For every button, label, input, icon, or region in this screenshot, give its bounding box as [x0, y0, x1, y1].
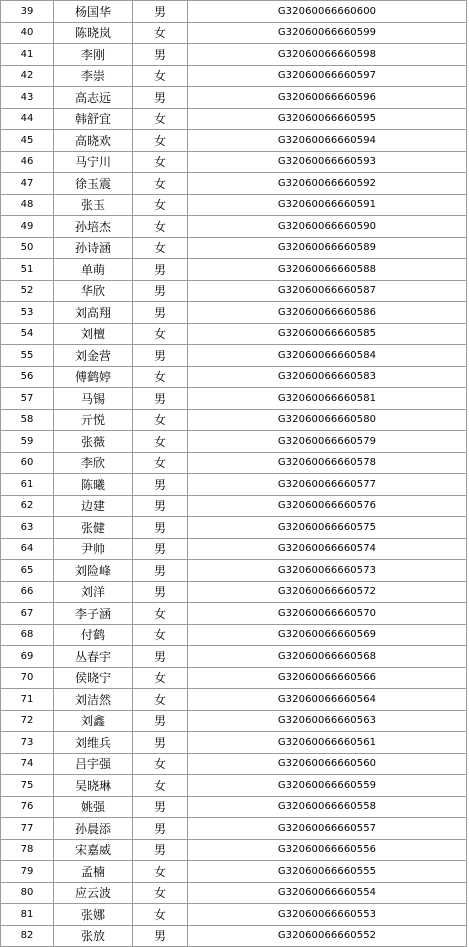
gender-cell: 男	[133, 474, 188, 496]
certificate-id-cell: G32060066660600	[188, 1, 467, 23]
certificate-id-cell: G32060066660569	[188, 624, 467, 646]
certificate-id-cell: G32060066660572	[188, 581, 467, 603]
certificate-id-cell: G32060066660575	[188, 517, 467, 539]
table-row	[1, 581, 467, 603]
row-number-cell: 50	[1, 237, 54, 259]
row-number-cell: 51	[1, 259, 54, 281]
row-number-cell: 64	[1, 538, 54, 560]
person-name-cell: 刘高翔	[54, 302, 133, 324]
certificate-id-cell: G32060066660553	[188, 904, 467, 926]
person-name-cell: 吴晓琳	[54, 775, 133, 797]
gender-cell: 男	[133, 710, 188, 732]
certificate-id-cell: G32060066660578	[188, 452, 467, 474]
roster-table-body	[1, 1, 467, 947]
table-row	[1, 495, 467, 517]
certificate-id-cell: G32060066660588	[188, 259, 467, 281]
gender-cell: 男	[133, 517, 188, 539]
gender-cell: 男	[133, 646, 188, 668]
person-name-cell: 陈晓岚	[54, 22, 133, 44]
certificate-id-cell: G32060066660564	[188, 689, 467, 711]
row-number-cell: 77	[1, 818, 54, 840]
person-name-cell: 张薇	[54, 431, 133, 453]
table-row	[1, 646, 467, 668]
gender-cell: 女	[133, 409, 188, 431]
row-number-cell: 41	[1, 44, 54, 66]
table-row	[1, 753, 467, 775]
certificate-id-cell: G32060066660576	[188, 495, 467, 517]
person-name-cell: 张玉	[54, 194, 133, 216]
person-name-cell: 侯晓宁	[54, 667, 133, 689]
row-number-cell: 74	[1, 753, 54, 775]
gender-cell: 女	[133, 216, 188, 238]
person-name-cell: 徐玉震	[54, 173, 133, 195]
certificate-id-cell: G32060066660558	[188, 796, 467, 818]
gender-cell: 男	[133, 495, 188, 517]
table-row	[1, 882, 467, 904]
row-number-cell: 49	[1, 216, 54, 238]
row-number-cell: 40	[1, 22, 54, 44]
row-number-cell: 53	[1, 302, 54, 324]
person-name-cell: 刘洁然	[54, 689, 133, 711]
row-number-cell: 60	[1, 452, 54, 474]
table-row	[1, 925, 467, 947]
gender-cell: 男	[133, 581, 188, 603]
table-row	[1, 237, 467, 259]
gender-cell: 男	[133, 388, 188, 410]
row-number-cell: 56	[1, 366, 54, 388]
table-row	[1, 904, 467, 926]
person-name-cell: 华欣	[54, 280, 133, 302]
certificate-id-cell: G32060066660556	[188, 839, 467, 861]
person-name-cell: 尹帅	[54, 538, 133, 560]
gender-cell: 女	[133, 194, 188, 216]
certificate-id-cell: G32060066660587	[188, 280, 467, 302]
table-row	[1, 431, 467, 453]
row-number-cell: 57	[1, 388, 54, 410]
row-number-cell: 78	[1, 839, 54, 861]
person-name-cell: 马锡	[54, 388, 133, 410]
person-name-cell: 孙诗涵	[54, 237, 133, 259]
row-number-cell: 48	[1, 194, 54, 216]
certificate-id-cell: G32060066660589	[188, 237, 467, 259]
person-name-cell: 李子涵	[54, 603, 133, 625]
row-number-cell: 81	[1, 904, 54, 926]
table-row	[1, 775, 467, 797]
gender-cell: 男	[133, 280, 188, 302]
table-row	[1, 839, 467, 861]
gender-cell: 女	[133, 667, 188, 689]
person-name-cell: 傅鹤婷	[54, 366, 133, 388]
table-row	[1, 259, 467, 281]
row-number-cell: 54	[1, 323, 54, 345]
person-name-cell: 高志远	[54, 87, 133, 109]
row-number-cell: 75	[1, 775, 54, 797]
table-row	[1, 22, 467, 44]
row-number-cell: 82	[1, 925, 54, 947]
certificate-id-cell: G32060066660596	[188, 87, 467, 109]
table-row	[1, 194, 467, 216]
gender-cell: 男	[133, 925, 188, 947]
row-number-cell: 63	[1, 517, 54, 539]
certificate-id-cell: G32060066660599	[188, 22, 467, 44]
person-name-cell: 姚强	[54, 796, 133, 818]
table-row	[1, 44, 467, 66]
table-row	[1, 603, 467, 625]
certificate-id-cell: G32060066660557	[188, 818, 467, 840]
certificate-id-cell: G32060066660581	[188, 388, 467, 410]
row-number-cell: 45	[1, 130, 54, 152]
row-number-cell: 73	[1, 732, 54, 754]
gender-cell: 女	[133, 753, 188, 775]
table-row	[1, 366, 467, 388]
person-name-cell: 孙晨添	[54, 818, 133, 840]
person-name-cell: 孙培杰	[54, 216, 133, 238]
certificate-id-cell: G32060066660594	[188, 130, 467, 152]
gender-cell: 女	[133, 65, 188, 87]
person-name-cell: 张放	[54, 925, 133, 947]
row-number-cell: 69	[1, 646, 54, 668]
gender-cell: 男	[133, 302, 188, 324]
row-number-cell: 43	[1, 87, 54, 109]
row-number-cell: 72	[1, 710, 54, 732]
table-row	[1, 689, 467, 711]
table-row	[1, 151, 467, 173]
person-name-cell: 刘金营	[54, 345, 133, 367]
certificate-id-cell: G32060066660566	[188, 667, 467, 689]
table-row	[1, 667, 467, 689]
gender-cell: 女	[133, 603, 188, 625]
certificate-id-cell: G32060066660580	[188, 409, 467, 431]
person-name-cell: 杨国华	[54, 1, 133, 23]
table-row	[1, 280, 467, 302]
certificate-id-cell: G32060066660552	[188, 925, 467, 947]
row-number-cell: 79	[1, 861, 54, 883]
certificate-id-cell: G32060066660561	[188, 732, 467, 754]
row-number-cell: 59	[1, 431, 54, 453]
gender-cell: 男	[133, 1, 188, 23]
gender-cell: 男	[133, 796, 188, 818]
gender-cell: 男	[133, 818, 188, 840]
row-number-cell: 58	[1, 409, 54, 431]
person-name-cell: 边建	[54, 495, 133, 517]
certificate-id-cell: G32060066660568	[188, 646, 467, 668]
row-number-cell: 42	[1, 65, 54, 87]
row-number-cell: 47	[1, 173, 54, 195]
table-row	[1, 560, 467, 582]
row-number-cell: 39	[1, 1, 54, 23]
gender-cell: 女	[133, 882, 188, 904]
table-row	[1, 796, 467, 818]
person-name-cell: 李刚	[54, 44, 133, 66]
certificate-id-cell: G32060066660583	[188, 366, 467, 388]
row-number-cell: 71	[1, 689, 54, 711]
certificate-id-cell: G32060066660574	[188, 538, 467, 560]
table-row	[1, 108, 467, 130]
gender-cell: 男	[133, 839, 188, 861]
gender-cell: 男	[133, 345, 188, 367]
gender-cell: 男	[133, 44, 188, 66]
gender-cell: 男	[133, 560, 188, 582]
gender-cell: 男	[133, 538, 188, 560]
table-row	[1, 65, 467, 87]
person-name-cell: 陈曦	[54, 474, 133, 496]
person-name-cell: 刘洋	[54, 581, 133, 603]
certificate-id-cell: G32060066660591	[188, 194, 467, 216]
gender-cell: 女	[133, 775, 188, 797]
person-name-cell: 高晓欢	[54, 130, 133, 152]
gender-cell: 女	[133, 22, 188, 44]
person-name-cell: 丛春宇	[54, 646, 133, 668]
row-number-cell: 70	[1, 667, 54, 689]
table-row	[1, 732, 467, 754]
table-row	[1, 302, 467, 324]
person-name-cell: 刘险峰	[54, 560, 133, 582]
person-name-cell: 孟楠	[54, 861, 133, 883]
person-name-cell: 韩舒宜	[54, 108, 133, 130]
table-row	[1, 474, 467, 496]
person-name-cell: 李欣	[54, 452, 133, 474]
person-name-cell: 单萌	[54, 259, 133, 281]
person-name-cell: 马宁川	[54, 151, 133, 173]
row-number-cell: 80	[1, 882, 54, 904]
row-number-cell: 55	[1, 345, 54, 367]
table-row	[1, 517, 467, 539]
row-number-cell: 76	[1, 796, 54, 818]
person-name-cell: 刘鑫	[54, 710, 133, 732]
table-row	[1, 130, 467, 152]
person-name-cell: 宋嘉威	[54, 839, 133, 861]
table-row	[1, 216, 467, 238]
person-name-cell: 付鹤	[54, 624, 133, 646]
certificate-id-cell: G32060066660577	[188, 474, 467, 496]
row-number-cell: 46	[1, 151, 54, 173]
gender-cell: 女	[133, 689, 188, 711]
table-row	[1, 1, 467, 23]
person-name-cell: 吕宇强	[54, 753, 133, 775]
table-row	[1, 818, 467, 840]
person-name-cell: 亓悦	[54, 409, 133, 431]
gender-cell: 女	[133, 108, 188, 130]
table-row	[1, 538, 467, 560]
row-number-cell: 62	[1, 495, 54, 517]
table-row	[1, 409, 467, 431]
certificate-id-cell: G32060066660593	[188, 151, 467, 173]
row-number-cell: 65	[1, 560, 54, 582]
certificate-id-cell: G32060066660585	[188, 323, 467, 345]
gender-cell: 女	[133, 431, 188, 453]
table-row	[1, 710, 467, 732]
table-row	[1, 624, 467, 646]
certificate-id-cell: G32060066660586	[188, 302, 467, 324]
person-name-cell: 刘维兵	[54, 732, 133, 754]
gender-cell: 女	[133, 861, 188, 883]
certificate-id-cell: G32060066660559	[188, 775, 467, 797]
row-number-cell: 52	[1, 280, 54, 302]
certificate-id-cell: G32060066660560	[188, 753, 467, 775]
certificate-id-cell: G32060066660573	[188, 560, 467, 582]
row-number-cell: 61	[1, 474, 54, 496]
gender-cell: 女	[133, 624, 188, 646]
certificate-id-cell: G32060066660584	[188, 345, 467, 367]
person-name-cell: 李崇	[54, 65, 133, 87]
table-row	[1, 388, 467, 410]
table-row	[1, 323, 467, 345]
gender-cell: 女	[133, 323, 188, 345]
certificate-id-cell: G32060066660563	[188, 710, 467, 732]
person-name-cell: 张娜	[54, 904, 133, 926]
row-number-cell: 44	[1, 108, 54, 130]
table-row	[1, 87, 467, 109]
table-row	[1, 173, 467, 195]
table-row	[1, 345, 467, 367]
gender-cell: 女	[133, 904, 188, 926]
gender-cell: 女	[133, 173, 188, 195]
certificate-id-cell: G32060066660597	[188, 65, 467, 87]
certificate-id-cell: G32060066660555	[188, 861, 467, 883]
row-number-cell: 66	[1, 581, 54, 603]
table-row	[1, 861, 467, 883]
gender-cell: 女	[133, 452, 188, 474]
certificate-id-cell: G32060066660590	[188, 216, 467, 238]
certificate-id-cell: G32060066660554	[188, 882, 467, 904]
gender-cell: 女	[133, 130, 188, 152]
gender-cell: 男	[133, 732, 188, 754]
certificate-id-cell: G32060066660598	[188, 44, 467, 66]
person-name-cell: 应云波	[54, 882, 133, 904]
row-number-cell: 68	[1, 624, 54, 646]
person-name-cell: 刘檀	[54, 323, 133, 345]
gender-cell: 女	[133, 151, 188, 173]
gender-cell: 男	[133, 87, 188, 109]
gender-cell: 男	[133, 259, 188, 281]
certificate-id-cell: G32060066660595	[188, 108, 467, 130]
gender-cell: 女	[133, 366, 188, 388]
gender-cell: 女	[133, 237, 188, 259]
certificate-id-cell: G32060066660592	[188, 173, 467, 195]
table-row	[1, 452, 467, 474]
certificate-id-cell: G32060066660579	[188, 431, 467, 453]
person-name-cell: 张健	[54, 517, 133, 539]
certificate-id-cell: G32060066660570	[188, 603, 467, 625]
row-number-cell: 67	[1, 603, 54, 625]
